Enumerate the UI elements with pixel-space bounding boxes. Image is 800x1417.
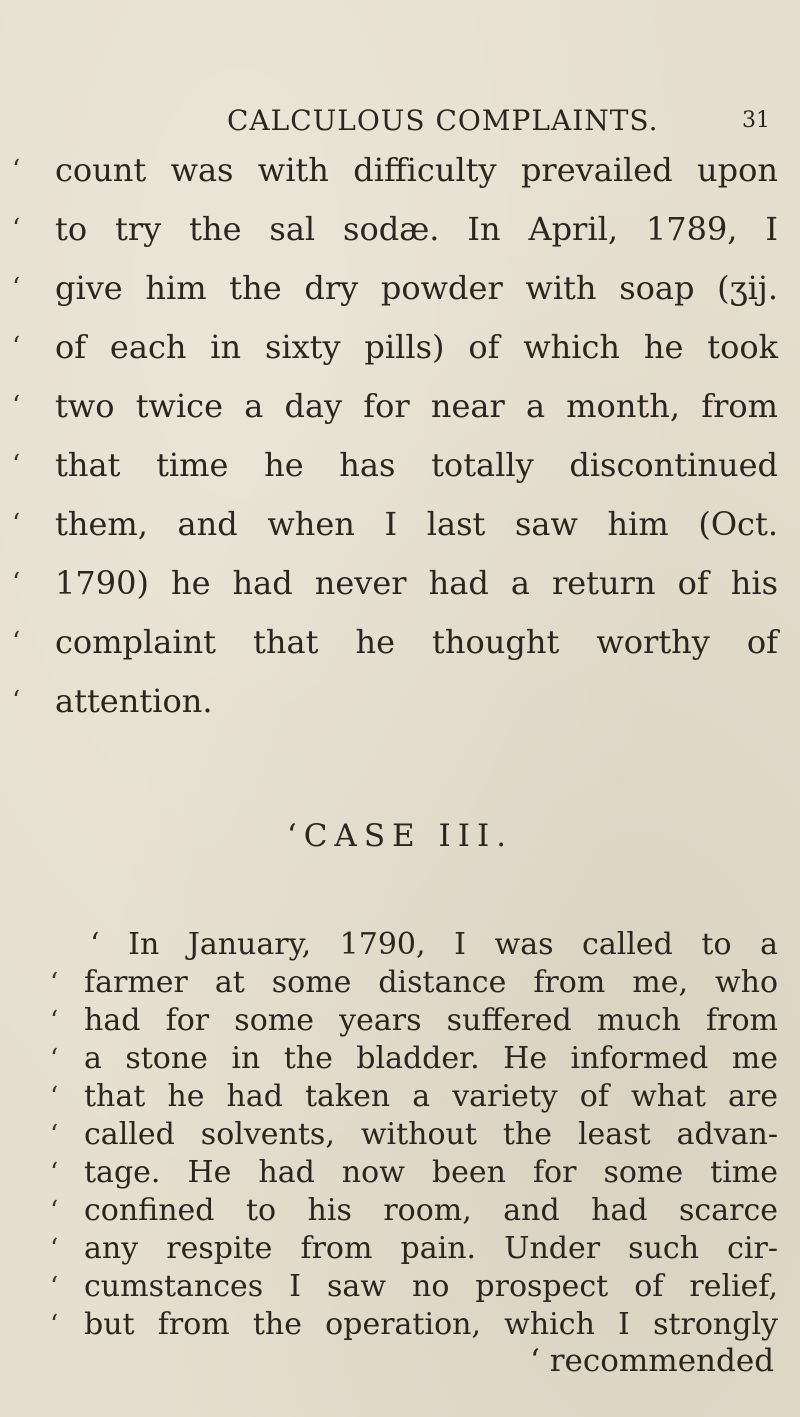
text-line	[0, 1267, 800, 1307]
text-line	[0, 1039, 800, 1079]
text-line	[0, 1115, 800, 1155]
line-text: had for some years suffered much from	[84, 1003, 778, 1038]
catchword: ‘ recommended	[530, 1343, 775, 1379]
quote-mark: ‘	[12, 568, 21, 598]
line-text: farmer at some distance from me, who	[84, 965, 778, 1000]
case-heading: ‘CASE III.	[286, 818, 514, 854]
line-text: two twice a day for near a month, from	[55, 387, 778, 425]
text-line	[0, 150, 800, 190]
quote-mark: ‘	[50, 1044, 59, 1074]
text-line	[0, 1305, 800, 1345]
quote-mark: ‘	[12, 273, 21, 303]
quote-mark: ‘	[12, 332, 21, 362]
text-line	[0, 386, 800, 426]
quote-mark: ‘	[50, 1120, 59, 1150]
quote-mark: ‘	[50, 1082, 59, 1112]
text-line	[0, 504, 800, 544]
text-line	[0, 681, 800, 721]
text-line	[0, 209, 800, 249]
quote-mark: ‘	[50, 1196, 59, 1226]
line-text: tage. He had now been for some time	[84, 1155, 778, 1190]
text-line	[0, 1077, 800, 1117]
line-text: attention.	[55, 682, 213, 720]
page-header	[0, 104, 800, 144]
text-line	[0, 1191, 800, 1231]
page-number: 31	[742, 108, 770, 133]
running-title: CALCULOUS COMPLAINTS.	[227, 104, 659, 137]
text-line	[0, 327, 800, 367]
text-line	[0, 925, 800, 965]
quote-mark: ‘	[12, 509, 21, 539]
line-text: called solvents, without the least advan-	[84, 1117, 778, 1152]
line-text: complaint that he thought worthy of	[55, 623, 778, 661]
quote-mark: ‘	[50, 1272, 59, 1302]
quote-mark: ‘	[12, 686, 21, 716]
text-line	[0, 1153, 800, 1193]
quote-mark: ‘	[50, 1310, 59, 1340]
quote-mark: ‘	[12, 450, 21, 480]
line-text: cumstances I saw no prospect of relief,	[84, 1269, 778, 1304]
text-line	[0, 445, 800, 485]
quote-mark: ‘	[50, 1006, 59, 1036]
line-text: them, and when I last saw him (Oct.	[55, 505, 778, 543]
text-line	[0, 1229, 800, 1269]
quote-mark: ‘	[50, 968, 59, 998]
line-text: count was with difficulty prevailed upon	[55, 151, 778, 189]
quote-mark: ‘	[50, 1158, 59, 1188]
quote-mark: ‘	[12, 391, 21, 421]
text-line	[0, 268, 800, 308]
line-text: of each in sixty pills) of which he took	[55, 328, 778, 366]
line-text: but from the operation, which I strongly	[84, 1307, 778, 1342]
quote-mark: ‘	[12, 155, 21, 185]
quote-mark: ‘	[12, 627, 21, 657]
quote-mark: ‘	[12, 214, 21, 244]
line-text: ‘ In January, 1790, I was called to a	[90, 927, 778, 962]
text-line	[0, 622, 800, 662]
text-line	[0, 563, 800, 603]
text-line	[0, 963, 800, 1003]
line-text: 1790) he had never had a return of his	[55, 564, 778, 602]
line-text: to try the sal sodæ. In April, 1789, I	[55, 210, 778, 248]
quote-mark: ‘	[50, 1234, 59, 1264]
line-text: that he had taken a variety of what are	[84, 1079, 778, 1114]
text-line	[0, 1001, 800, 1041]
line-text: that time he has totally discontinued	[55, 446, 778, 484]
line-text: confined to his room, and had scarce	[84, 1193, 778, 1228]
line-text: a stone in the bladder. He informed me	[84, 1041, 778, 1076]
line-text: any respite from pain. Under such cir-	[84, 1231, 778, 1266]
line-text: give him the dry powder with soap (ʒij.	[55, 269, 778, 307]
